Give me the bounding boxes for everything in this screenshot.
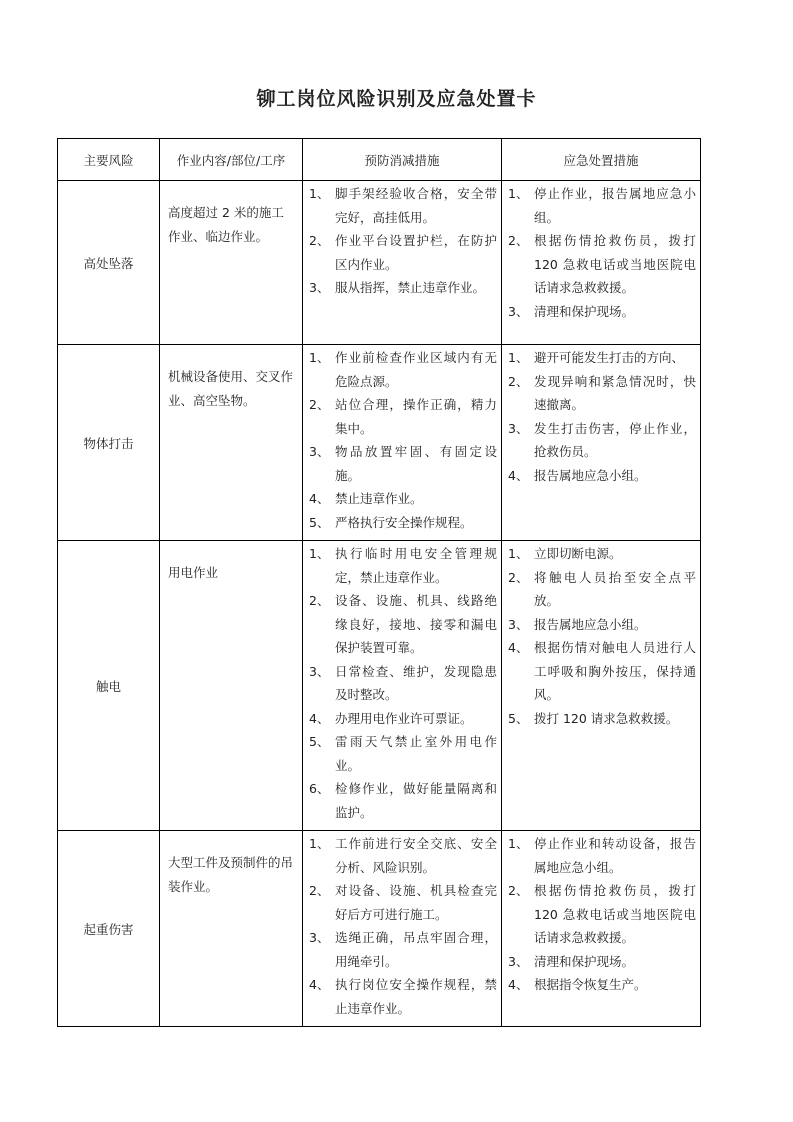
item-text: 报告属地应急小组。 — [534, 616, 647, 632]
prevention-cell — [303, 831, 502, 1027]
risk-cell: 起重伤害 — [58, 831, 160, 1027]
item-text: 根据伤情抢救伤员，拨打 120 急救电话或当地医院电话请求急救救援。 — [534, 883, 696, 945]
item-number: 2、 — [309, 233, 330, 248]
prevention-item — [309, 589, 497, 660]
item-text: 对设备、设施、机具检查完好后方可进行施工。 — [335, 883, 497, 922]
work-content-cell: 高度超过 2 米的施工作业、临边作业。 — [160, 181, 303, 345]
item-number: 2、 — [309, 593, 330, 608]
item-number: 3、 — [309, 280, 330, 295]
prevention-item — [309, 973, 497, 1020]
item-text: 避开可能发生打击的方向、 — [534, 350, 685, 365]
item-text: 执行临时用电安全管理规定，禁止违章作业。 — [335, 546, 497, 585]
emergency-item — [508, 950, 696, 974]
item-text: 清理和保护现场。 — [534, 953, 635, 969]
item-text: 站位合理，操作正确，精力集中。 — [335, 397, 497, 436]
header-risk: 主要风险 — [58, 139, 160, 181]
item-text: 发生打击伤害，停止作业，抢救伤员。 — [534, 420, 696, 459]
prevention-item — [309, 660, 497, 707]
item-number: 4、 — [508, 467, 529, 483]
prevention-item — [309, 730, 497, 777]
item-text: 脚手架经验收合格，安全带完好，高挂低用。 — [335, 186, 497, 225]
table-row — [58, 181, 701, 345]
item-text: 发现异响和紧急情况时，快速撤离。 — [534, 373, 696, 412]
item-number: 3、 — [309, 663, 330, 679]
emergency-item — [508, 636, 696, 707]
item-text: 作业平台设置护栏，在防护区内作业。 — [335, 233, 497, 272]
prevention-item — [309, 229, 497, 276]
table-row — [58, 831, 701, 1027]
emergency-item — [508, 300, 696, 324]
risk-cell: 触电 — [58, 541, 160, 831]
item-number: 2、 — [508, 233, 529, 248]
emergency-item — [508, 707, 696, 731]
item-text: 停止作业，报告属地应急小组。 — [534, 186, 696, 225]
prevention-item — [309, 440, 497, 487]
risk-cell: 高处坠落 — [58, 181, 160, 345]
item-number: 4、 — [508, 640, 529, 655]
table-row — [58, 345, 701, 541]
item-number: 1、 — [309, 836, 330, 851]
prevention-item — [309, 542, 497, 589]
emergency-item — [508, 973, 696, 997]
prevention-item — [309, 346, 497, 393]
emergency-item — [508, 832, 696, 879]
item-number: 4、 — [309, 977, 330, 992]
emergency-item — [508, 613, 696, 637]
item-number: 6、 — [309, 781, 330, 796]
item-number: 1、 — [309, 546, 330, 561]
item-text: 工作前进行安全交底、安全分析、风险识别。 — [335, 836, 497, 875]
item-number: 1、 — [508, 350, 529, 365]
emergency-cell — [502, 541, 701, 831]
prevention-item — [309, 879, 497, 926]
prevention-item — [309, 393, 497, 440]
emergency-item — [508, 346, 696, 370]
item-number: 3、 — [508, 616, 529, 632]
prevention-item — [309, 511, 497, 535]
item-text: 日常检查、维护，发现隐患及时整改。 — [335, 663, 497, 702]
table-header-row — [58, 139, 701, 181]
emergency-item — [508, 370, 696, 417]
item-number: 2、 — [508, 883, 529, 898]
prevention-cell — [303, 345, 502, 541]
item-text: 拨打 120 请求急救救援。 — [534, 710, 679, 726]
emergency-item — [508, 879, 696, 950]
prevention-item — [309, 182, 497, 229]
item-number: 3、 — [309, 444, 330, 459]
item-text: 停止作业和转动设备，报告属地应急小组。 — [534, 836, 696, 875]
emergency-item — [508, 566, 696, 613]
prevention-item — [309, 276, 497, 300]
item-text: 办理用电作业许可票证。 — [335, 710, 473, 726]
prevention-item — [309, 832, 497, 879]
item-text: 根据伤情对触电人员进行人工呼吸和胸外按压，保持通风。 — [534, 640, 696, 702]
header-prevention: 预防消减措施 — [303, 139, 502, 181]
item-text: 作业前检查作业区域内有无危险点源。 — [335, 350, 497, 389]
item-number: 2、 — [508, 373, 529, 389]
emergency-item — [508, 417, 696, 464]
item-text: 雷雨天气禁止室外用电作业。 — [335, 734, 497, 773]
item-text: 禁止违章作业。 — [335, 491, 423, 506]
item-number: 4、 — [508, 977, 529, 992]
item-number: 1、 — [309, 186, 330, 201]
prevention-item — [309, 926, 497, 973]
item-text: 报告属地应急小组。 — [534, 467, 647, 483]
item-number: 5、 — [508, 710, 529, 726]
item-number: 1、 — [508, 186, 529, 201]
item-text: 根据伤情抢救伤员，拨打 120 急救电话或当地医院电话请求急救救援。 — [534, 233, 696, 295]
item-text: 物品放置牢固、有固定设施。 — [335, 444, 497, 483]
risk-cell: 物体打击 — [58, 345, 160, 541]
emergency-item — [508, 182, 696, 229]
item-text: 清理和保护现场。 — [534, 303, 635, 319]
emergency-item — [508, 229, 696, 300]
emergency-cell — [502, 345, 701, 541]
work-content-cell: 机械设备使用、交叉作业、高空坠物。 — [160, 345, 303, 541]
prevention-cell — [303, 541, 502, 831]
item-number: 1、 — [309, 350, 330, 365]
item-number: 2、 — [309, 397, 330, 412]
prevention-item — [309, 487, 497, 511]
risk-card-table — [57, 138, 701, 1027]
item-number: 3、 — [508, 953, 529, 969]
item-text: 立即切断电源。 — [534, 546, 622, 561]
item-number: 5、 — [309, 734, 330, 749]
item-number: 2、 — [309, 883, 330, 898]
item-text: 服从指挥，禁止违章作业。 — [335, 280, 486, 295]
item-text: 选绳正确，吊点牢固合理，用绳牵引。 — [335, 930, 497, 969]
item-text: 设备、设施、机具、线路绝缘良好，接地、接零和漏电保护装置可靠。 — [335, 593, 497, 655]
prevention-item — [309, 707, 497, 731]
item-number: 5、 — [309, 514, 330, 530]
header-work: 作业内容/部位/工序 — [160, 139, 303, 181]
item-text: 检修作业，做好能量隔离和监护。 — [335, 781, 497, 820]
header-emergency: 应急处置措施 — [502, 139, 701, 181]
item-number: 2、 — [508, 569, 529, 585]
item-text: 将触电人员抬至安全点平放。 — [534, 569, 696, 608]
prevention-cell — [303, 181, 502, 345]
emergency-item — [508, 542, 696, 566]
emergency-item — [508, 464, 696, 488]
item-number: 4、 — [309, 491, 330, 506]
emergency-cell — [502, 181, 701, 345]
item-number: 3、 — [508, 303, 529, 319]
item-text: 根据指令恢复生产。 — [534, 977, 647, 992]
item-text: 执行岗位安全操作规程，禁止违章作业。 — [335, 977, 497, 1016]
item-number: 1、 — [508, 546, 529, 561]
item-number: 3、 — [309, 930, 330, 945]
item-number: 3、 — [508, 420, 529, 436]
page-title: 铆工岗位风险识别及应急处置卡 — [256, 88, 537, 110]
item-number: 4、 — [309, 710, 330, 726]
work-content-cell: 大型工件及预制件的吊装作业。 — [160, 831, 303, 1027]
item-number: 1、 — [508, 836, 529, 851]
table-row — [58, 541, 701, 831]
work-content-cell: 用电作业 — [160, 541, 303, 831]
emergency-cell — [502, 831, 701, 1027]
item-text: 严格执行安全操作规程。 — [335, 514, 473, 530]
prevention-item — [309, 777, 497, 824]
